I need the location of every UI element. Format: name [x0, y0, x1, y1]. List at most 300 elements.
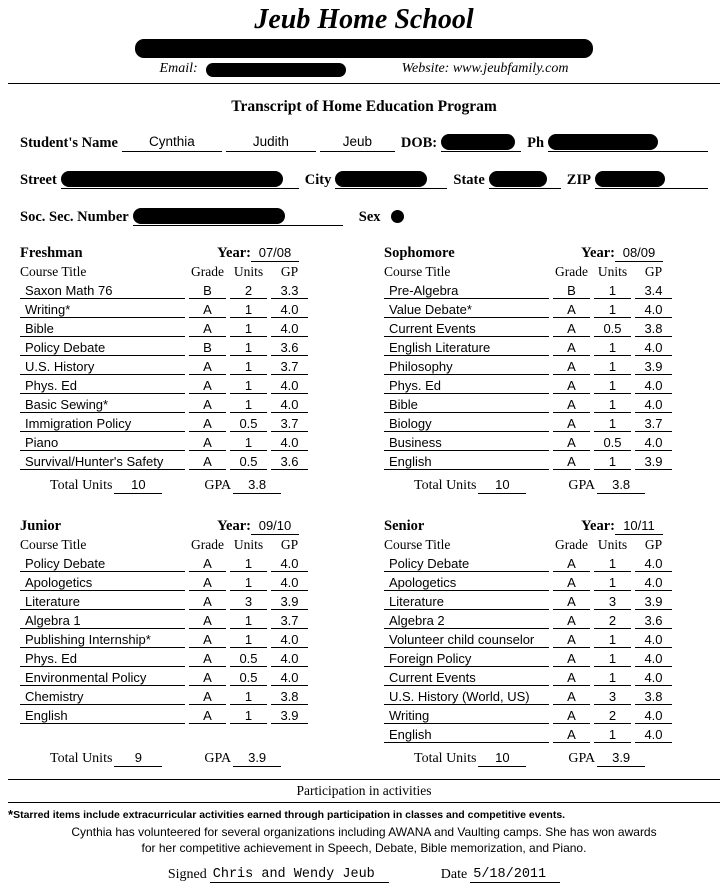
course-grade: A: [189, 689, 226, 705]
redaction-dob: [441, 134, 515, 150]
course-row: [20, 686, 344, 705]
column-headers: [20, 535, 344, 553]
dob-label: DOB:: [400, 135, 438, 151]
course-grade: A: [189, 632, 226, 648]
course-grade: B: [189, 283, 226, 299]
course-units: 0.5: [230, 416, 267, 432]
column-headers: [384, 535, 708, 553]
term-header: [20, 516, 344, 535]
course-title: Literature: [384, 594, 549, 610]
course-grade: A: [189, 378, 226, 394]
course-gp: 3.6: [271, 454, 308, 470]
course-row: [384, 648, 708, 667]
course-gp: 4.0: [271, 575, 308, 591]
middle-name-field: Judith: [226, 134, 316, 152]
course-title: Biology: [384, 416, 549, 432]
term-block: [20, 516, 344, 767]
course-row: [384, 337, 708, 356]
course-title: Publishing Internship*: [20, 632, 185, 648]
course-title: U.S. History: [20, 359, 185, 375]
gp-header: GP: [280, 264, 299, 279]
course-gp: 4.0: [635, 302, 672, 318]
course-row: [20, 432, 344, 451]
course-units: 1: [230, 689, 267, 705]
course-title: Apologetics: [384, 575, 549, 591]
course-title-header: Course Title: [20, 264, 87, 279]
course-grade: A: [189, 556, 226, 572]
course-grade: A: [189, 359, 226, 375]
course-row: [384, 705, 708, 724]
redaction-zip: [595, 171, 665, 187]
course-grade: A: [553, 613, 590, 629]
course-grade: A: [553, 708, 590, 724]
course-title: Phys. Ed: [384, 378, 549, 394]
total-units-value: 9: [114, 750, 162, 767]
course-grade: A: [189, 670, 226, 686]
signed-value: Chris and Wendy Jeub: [210, 867, 389, 883]
course-row: [20, 337, 344, 356]
student-name-line: [20, 132, 708, 152]
course-units: 1: [230, 435, 267, 451]
course-grade: A: [189, 416, 226, 432]
course-title: Algebra 1: [20, 613, 185, 629]
year-label: Year:: [581, 518, 615, 534]
course-units: 1: [594, 454, 631, 470]
sex-label: Sex: [358, 209, 381, 225]
gp-header: GP: [280, 537, 299, 552]
course-title: Policy Debate: [384, 556, 549, 572]
course-gp: 3.9: [635, 454, 672, 470]
redaction-address-bar: [135, 39, 593, 58]
course-gp: 3.3: [271, 283, 308, 299]
course-row: [384, 413, 708, 432]
course-gp: 4.0: [271, 632, 308, 648]
redaction-street: [61, 171, 283, 187]
total-units-label: Total Units: [414, 478, 477, 493]
course-units: 1: [594, 397, 631, 413]
course-gp: 4.0: [635, 708, 672, 724]
term-name: Freshman: [20, 245, 83, 261]
header-divider: [8, 83, 720, 84]
course-grade: A: [189, 594, 226, 610]
course-rows: [20, 553, 344, 743]
year-field: [217, 518, 299, 535]
year-label: Year:: [217, 518, 251, 534]
term-header: [20, 243, 344, 262]
footnote: [8, 807, 720, 822]
course-title: Environmental Policy: [20, 670, 185, 686]
course-grade: A: [553, 594, 590, 610]
course-gp: 4.0: [635, 397, 672, 413]
course-title: Policy Debate: [20, 340, 185, 356]
course-row: [384, 610, 708, 629]
term-block: [384, 243, 708, 494]
course-units: 2: [230, 283, 267, 299]
year-label: Year:: [581, 245, 615, 261]
city-label: City: [304, 172, 332, 188]
course-units: 3: [594, 689, 631, 705]
course-title-header: Course Title: [384, 537, 451, 552]
course-units: 1: [230, 302, 267, 318]
activities-line2: for her competitive achievement in Speech, Debate, Bible memorization, and Piano.: [141, 841, 587, 856]
activities-summary: [20, 824, 708, 856]
course-grade: A: [553, 340, 590, 356]
course-row: [384, 451, 708, 470]
course-units: 1: [594, 283, 631, 299]
year-label: Year:: [217, 245, 251, 261]
course-title: Pre-Algebra: [384, 283, 549, 299]
course-gp: 4.0: [635, 670, 672, 686]
redaction-email: [206, 63, 346, 77]
address-line: [20, 169, 708, 189]
course-title: Survival/Hunter's Safety: [20, 454, 185, 470]
course-gp: 3.9: [271, 594, 308, 610]
grade-header: Grade: [191, 537, 224, 552]
course-units: 1: [594, 359, 631, 375]
year-value: 07/08: [251, 245, 299, 262]
redaction-state: [489, 171, 547, 187]
course-grade: A: [189, 708, 226, 724]
year-value: 09/10: [251, 518, 299, 535]
course-gp: 4.0: [635, 651, 672, 667]
date-value: 5/18/2011: [470, 867, 560, 883]
course-row: [20, 667, 344, 686]
course-gp: 3.6: [635, 613, 672, 629]
units-header: Units: [597, 264, 628, 279]
course-gp: 3.4: [635, 283, 672, 299]
course-units: 1: [594, 670, 631, 686]
course-units: 2: [594, 708, 631, 724]
term-footer: [384, 747, 708, 767]
ssn-field: [133, 208, 343, 226]
redaction-sex: [391, 210, 404, 223]
date-label: Date: [440, 867, 468, 883]
course-gp: 3.7: [271, 359, 308, 375]
course-units: 1: [230, 378, 267, 394]
course-grade: B: [189, 340, 226, 356]
course-grade: A: [553, 727, 590, 743]
gpa-label: GPA: [204, 478, 232, 493]
course-rows: [384, 553, 708, 743]
course-row: [20, 553, 344, 572]
term-footer: [20, 747, 344, 767]
units-header: Units: [233, 264, 264, 279]
course-row: [384, 318, 708, 337]
course-gp: 3.7: [271, 613, 308, 629]
course-units: 3: [230, 594, 267, 610]
course-units: 0.5: [230, 651, 267, 667]
course-gp: 4.0: [271, 321, 308, 337]
last-name-field: Jeub: [320, 134, 395, 152]
course-grade: A: [189, 613, 226, 629]
footnote-star: *: [8, 807, 14, 822]
course-title: Foreign Policy: [384, 651, 549, 667]
redaction-ssn: [133, 208, 285, 224]
course-units: 1: [230, 632, 267, 648]
student-name-label: Student's Name: [20, 135, 118, 151]
course-grade: A: [553, 359, 590, 375]
course-grade: A: [553, 632, 590, 648]
course-units: 1: [594, 378, 631, 394]
course-units: 1: [594, 302, 631, 318]
footnote-text: Starred items include extracurricular activities earned through participation in classes and competitive events.: [13, 809, 566, 821]
course-units: 1: [230, 340, 267, 356]
course-title: English: [384, 454, 549, 470]
course-title: Piano: [20, 435, 185, 451]
course-units: 0.5: [230, 670, 267, 686]
course-title-header: Course Title: [20, 537, 87, 552]
course-title: Writing*: [20, 302, 185, 318]
course-gp: 3.7: [635, 416, 672, 432]
course-units: 1: [594, 340, 631, 356]
course-row: [384, 572, 708, 591]
course-units: 1: [230, 575, 267, 591]
course-grade: A: [553, 302, 590, 318]
ssn-label: Soc. Sec. Number: [20, 209, 129, 225]
course-grade: A: [553, 575, 590, 591]
course-row: [20, 591, 344, 610]
course-gp: 4.0: [635, 575, 672, 591]
course-grade: A: [553, 454, 590, 470]
total-units-value: 10: [114, 477, 162, 494]
year-field: [217, 245, 299, 262]
units-header: Units: [233, 537, 264, 552]
course-title: Apologetics: [20, 575, 185, 591]
course-title: Chemistry: [20, 689, 185, 705]
course-gp: 4.0: [271, 378, 308, 394]
course-title-header: Course Title: [384, 264, 451, 279]
course-units: 1: [594, 416, 631, 432]
course-gp: 3.8: [635, 689, 672, 705]
course-row: [384, 432, 708, 451]
signed-label: Signed: [167, 867, 207, 883]
course-title: U.S. History (World, US): [384, 689, 549, 705]
state-label: State: [453, 172, 485, 188]
course-row: [384, 375, 708, 394]
course-grade: A: [189, 454, 226, 470]
gpa-label: GPA: [568, 478, 596, 493]
course-row: [384, 394, 708, 413]
course-units: 3: [594, 594, 631, 610]
course-title: English: [384, 727, 549, 743]
terms-grid: [20, 243, 708, 767]
course-title: Business: [384, 435, 549, 451]
course-title: English: [20, 708, 185, 724]
course-title: Volunteer child counselor: [384, 632, 549, 648]
course-grade: B: [553, 283, 590, 299]
course-gp: 4.0: [635, 556, 672, 572]
course-title: Literature: [20, 594, 185, 610]
course-row: [20, 705, 344, 724]
course-title: Current Events: [384, 321, 549, 337]
zip-label: ZIP: [566, 172, 591, 188]
course-grade: A: [553, 378, 590, 394]
term-footer: [384, 474, 708, 494]
course-grade: A: [553, 651, 590, 667]
course-grade: A: [189, 575, 226, 591]
course-title: Policy Debate: [20, 556, 185, 572]
course-row: [20, 280, 344, 299]
course-title: Writing: [384, 708, 549, 724]
total-units-label: Total Units: [50, 478, 113, 493]
email-label: Email:: [159, 61, 198, 76]
street-field: [61, 171, 299, 189]
course-gp: 4.0: [271, 556, 308, 572]
course-title: Saxon Math 76: [20, 283, 185, 299]
course-title: Phys. Ed: [20, 378, 185, 394]
course-row: [384, 629, 708, 648]
course-row: [384, 724, 708, 743]
street-label: Street: [20, 172, 57, 188]
course-units: 1: [594, 575, 631, 591]
course-units: 0.5: [230, 454, 267, 470]
course-row: [20, 451, 344, 470]
first-name-field: Cynthia: [122, 134, 222, 152]
school-title: Jeub Home School: [254, 4, 474, 35]
course-row: [20, 318, 344, 337]
phone-label: Ph: [527, 135, 545, 151]
course-grade: A: [189, 435, 226, 451]
year-field: [581, 518, 663, 535]
term-name: Junior: [20, 518, 62, 534]
course-gp: 4.0: [635, 378, 672, 394]
signature-line: [20, 863, 708, 883]
course-title: Current Events: [384, 670, 549, 686]
total-units-value: 10: [478, 750, 526, 767]
course-grade: A: [189, 321, 226, 337]
gpa-label: GPA: [204, 751, 232, 766]
course-grade: A: [189, 397, 226, 413]
city-field: [335, 171, 447, 189]
redaction-city: [335, 171, 427, 187]
column-headers: [384, 262, 708, 280]
course-gp: 4.0: [635, 435, 672, 451]
year-value: 08/09: [615, 245, 663, 262]
term-header: [384, 243, 708, 262]
column-headers: [20, 262, 344, 280]
course-gp: 3.9: [635, 359, 672, 375]
total-units-value: 10: [478, 477, 526, 494]
course-units: 1: [230, 321, 267, 337]
course-row: [20, 648, 344, 667]
gpa-value: 3.9: [233, 750, 281, 767]
gp-header: GP: [644, 264, 663, 279]
total-units-label: Total Units: [50, 751, 113, 766]
course-row: [384, 280, 708, 299]
course-row: [20, 375, 344, 394]
phone-field: [548, 134, 708, 152]
course-units: 2: [594, 613, 631, 629]
course-title: Philosophy: [384, 359, 549, 375]
units-header: Units: [597, 537, 628, 552]
dob-field: [441, 134, 521, 152]
course-units: 1: [230, 397, 267, 413]
course-grade: A: [553, 670, 590, 686]
course-title: Phys. Ed: [20, 651, 185, 667]
year-field: [581, 245, 663, 262]
course-title: Bible: [384, 397, 549, 413]
term-name: Senior: [384, 518, 425, 534]
year-value: 10/11: [615, 518, 663, 535]
total-units-label: Total Units: [414, 751, 477, 766]
state-field: [489, 171, 561, 189]
doc-title: Transcript of Home Education Program: [231, 98, 497, 115]
course-row: [384, 553, 708, 572]
term-block: [20, 243, 344, 494]
website-text: Website: www.jeubfamily.com: [401, 61, 569, 76]
term-name: Sophomore: [384, 245, 455, 261]
course-gp: 3.6: [271, 340, 308, 356]
course-units: 1: [594, 556, 631, 572]
course-gp: 3.8: [271, 689, 308, 705]
course-grade: A: [189, 651, 226, 667]
course-row: [20, 356, 344, 375]
course-gp: 4.0: [271, 435, 308, 451]
course-gp: 4.0: [271, 651, 308, 667]
course-rows: [20, 280, 344, 470]
course-title: Algebra 2: [384, 613, 549, 629]
course-gp: 4.0: [271, 302, 308, 318]
course-units: 1: [594, 727, 631, 743]
course-gp: 4.0: [271, 670, 308, 686]
term-block: [384, 516, 708, 767]
gp-header: GP: [644, 537, 663, 552]
course-row: [20, 299, 344, 318]
course-units: 0.5: [594, 321, 631, 337]
term-header: [384, 516, 708, 535]
course-title: Value Debate*: [384, 302, 549, 318]
grade-header: Grade: [191, 264, 224, 279]
ssn-line: [20, 206, 708, 226]
participation-heading: Participation in activities: [8, 779, 720, 803]
zip-field: [595, 171, 708, 189]
course-row: [20, 610, 344, 629]
gpa-label: GPA: [568, 751, 596, 766]
course-title: Basic Sewing*: [20, 397, 185, 413]
course-row: [20, 572, 344, 591]
gpa-value: 3.8: [233, 477, 281, 494]
course-title: English Literature: [384, 340, 549, 356]
course-row: [384, 356, 708, 375]
course-units: 1: [230, 613, 267, 629]
course-row: [384, 667, 708, 686]
course-grade: A: [553, 689, 590, 705]
course-grade: A: [189, 302, 226, 318]
grade-header: Grade: [555, 537, 588, 552]
course-grade: A: [553, 321, 590, 337]
course-gp: 3.9: [271, 708, 308, 724]
course-row: [20, 629, 344, 648]
course-units: 1: [230, 556, 267, 572]
course-row: [384, 299, 708, 318]
course-gp: 4.0: [635, 727, 672, 743]
course-title: Immigration Policy: [20, 416, 185, 432]
activities-line1: Cynthia has volunteered for several organizations including AWANA and Vaulting camps. She has won awards: [71, 825, 657, 839]
course-gp: 3.7: [271, 416, 308, 432]
course-gp: 4.0: [271, 397, 308, 413]
course-grade: A: [553, 416, 590, 432]
course-row: [384, 591, 708, 610]
contact-line: [20, 61, 708, 77]
gpa-value: 3.9: [597, 750, 645, 767]
course-units: 1: [230, 708, 267, 724]
course-row: [20, 394, 344, 413]
term-footer: [20, 474, 344, 494]
redaction-phone: [548, 134, 658, 150]
gpa-value: 3.8: [597, 477, 645, 494]
course-grade: A: [553, 435, 590, 451]
course-rows: [384, 280, 708, 470]
